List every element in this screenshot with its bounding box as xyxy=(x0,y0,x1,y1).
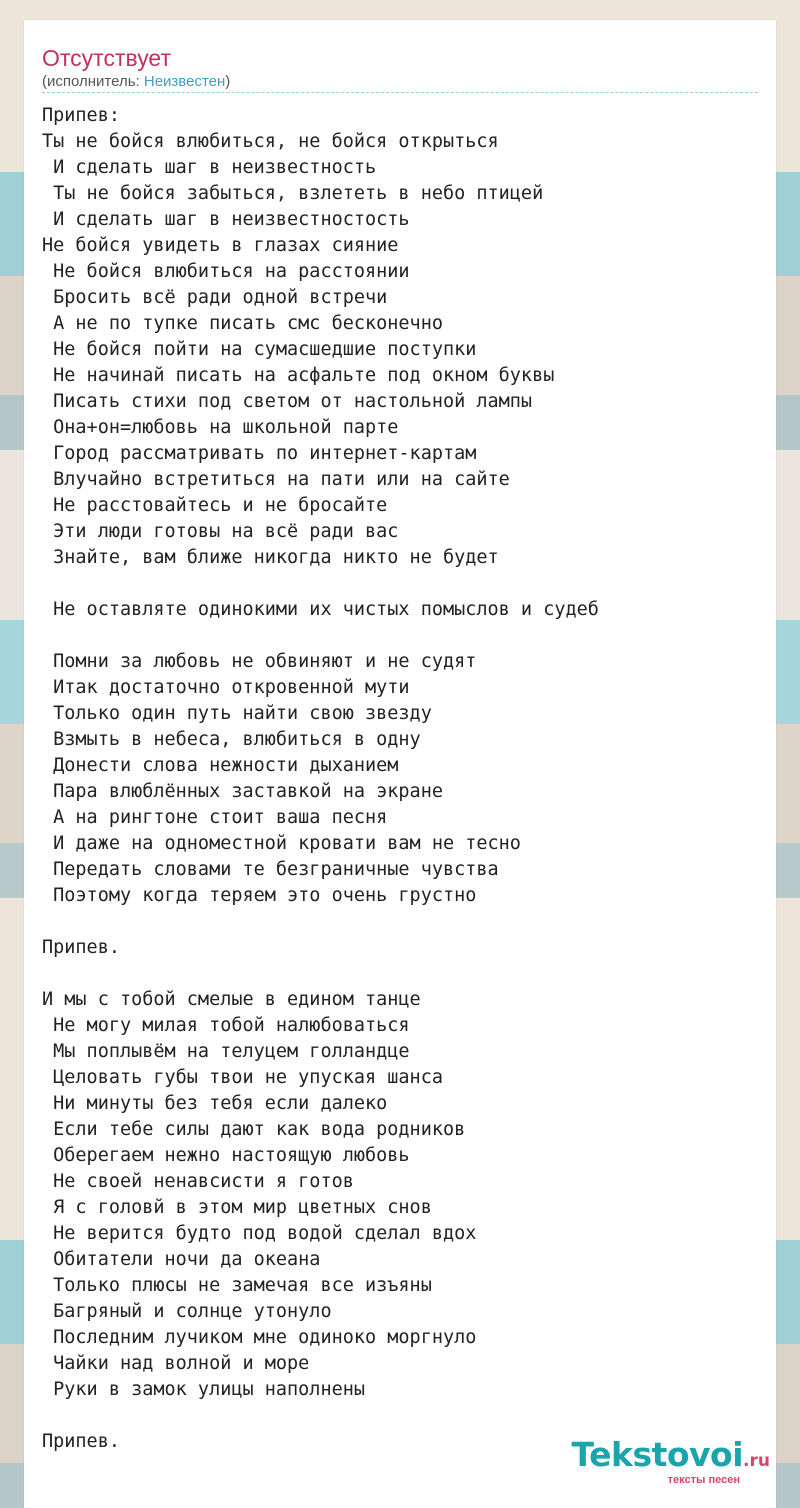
logo-name: Tekstovoi xyxy=(571,1435,744,1474)
lyrics-panel xyxy=(24,20,776,1508)
site-logo[interactable] xyxy=(571,1435,771,1486)
performer-prefix: (исполнитель: xyxy=(42,73,144,90)
song-title: Отсутствует xyxy=(42,45,171,71)
logo-wordmark xyxy=(571,1435,771,1478)
performer-suffix: ) xyxy=(225,73,231,90)
title-divider xyxy=(42,92,758,93)
artist-link[interactable]: Неизвестен xyxy=(143,73,226,90)
logo-tagline: тексты песен xyxy=(667,1474,740,1486)
lyrics-text: Припев: Ты не бойся влюбиться, не бойся открыться И сделать шаг в неизвестность Ты не бойся забыться, взлететь в небо птицей И сделать шаг в неизвестностость Не бойся увидеть в глазах сияние Не бойся влюбиться на расстоянии Бросить всё ради одной встречи А не по тупке писать смс бесконечно Не бойся пойти на сумасшедшие поступки Не начинай писать на асфальте под окном буквы Писать стихи под светом от настольной лампы Она+он=любовь на школьной парте Город рассматривать по интернет-картам Влучайно встретиться на пати или на сайте Не расстовайтесь и не бросайте Эти люди готовы на всё ради вас Знайте, вам ближе никогда никто не будет Не оставляте одинокими их чистых помыслов и судеб Помни за любовь не обвиняют и не судят Итак достаточно откровенной мути Только один путь найти свою звезду Взмыть в небеса, влюбиться в одну Донести слова нежности дыханием Пара влюблённых заставкой на экране А на рингтоне стоит ваша песня И даже на одноместной кровати вам не тесно Передать словами те безграничные чувства Поэтому когда теряем это очень грустно Припев. И мы с тобой смелые в едином танце Не могу милая тобой налюбоваться Мы поплывём на телуцем голландце Целовать губы твои не упуская шанса Ни минуты без тебя если далеко Если тебе силы дают как вода родников Оберегаем нежно настоящую любовь Не своей ненавсисти я готов Я с головй в этом мир цветных снов Не верится будто под водой сделал вдох Обитатели ночи да океана Только плюсы не замечая все изъяны Багряный и солнце утонуло Последним лучиком мне одиноко моргнуло Чайки над волной и море Руки в замок улицы наполнены Припев. xyxy=(42,105,599,1452)
performer-line xyxy=(42,73,230,91)
logo-tld: .ru xyxy=(743,1451,770,1471)
